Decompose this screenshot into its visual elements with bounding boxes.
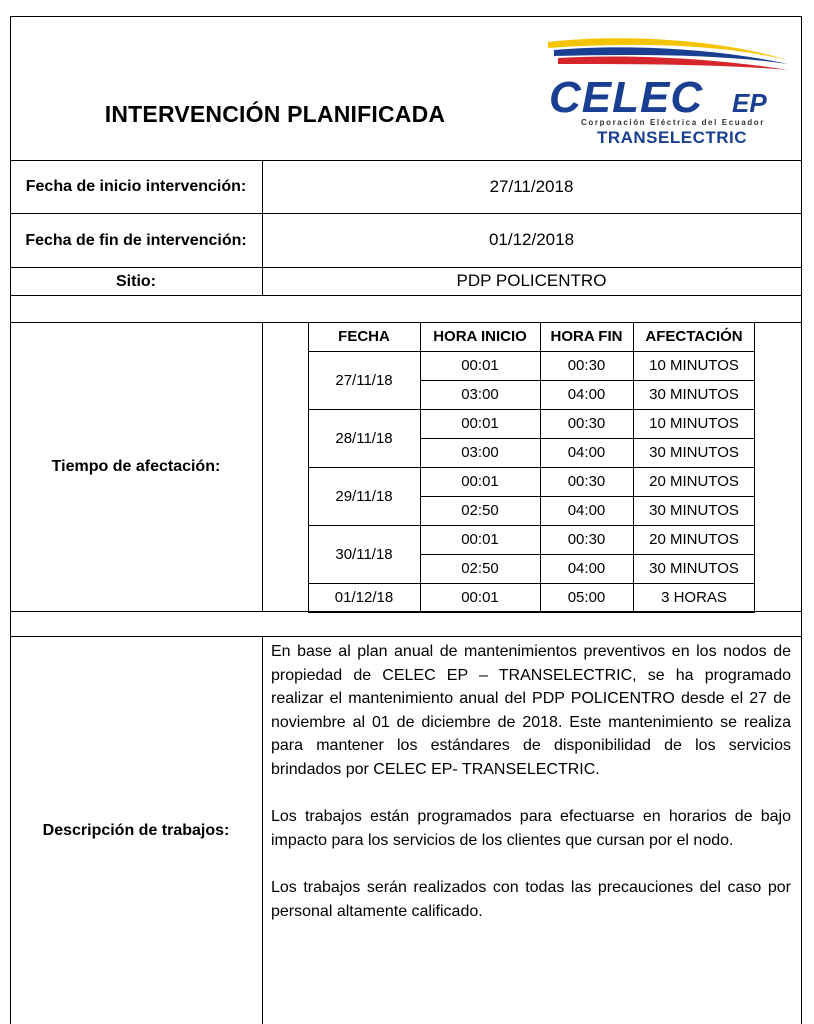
schedule-header-cell: FECHA	[338, 328, 390, 345]
schedule-cell: 04:00	[567, 386, 606, 403]
schedule-cell: 03:00	[461, 386, 499, 403]
schedule-cell: 30 MINUTOS	[649, 386, 739, 403]
schedule-cell: 00:30	[567, 473, 606, 490]
schedule-cell: 00:01	[461, 415, 499, 432]
schedule-cell: 10 MINUTOS	[649, 357, 739, 374]
column-divider	[262, 636, 263, 1024]
schedule-column-line	[308, 322, 309, 612]
schedule-cell: 04:00	[567, 560, 606, 577]
logo-wordmark: CELEC	[549, 73, 704, 122]
logo-division: TRANSELECTRIC	[596, 128, 748, 147]
site-value: PDP POLICENTRO	[456, 271, 607, 290]
description-label: Descripción de trabajos:	[42, 821, 230, 839]
schedule-row-line	[420, 554, 755, 555]
schedule-cell: 00:01	[461, 531, 499, 548]
schedule-cell: 20 MINUTOS	[649, 473, 739, 490]
description-paragraph: En base al plan anual de mantenimientos preventivos en los nodos de propiedad de CELEC EP – TRANSELECTRIC, se ha programado realizar el mantenimiento anual del PDP POLICENTRO desde el 27 de noviembre al 01 de diciembre de 2018. Este mantenimiento se realiza para mantener los estándares de disponibilidad de los servicios brindados por CELEC EP- TRANSELECTRIC.	[271, 643, 791, 778]
schedule-date-cell: 01/12/18	[334, 589, 394, 606]
schedule-column-line	[633, 322, 634, 612]
schedule-header-cell: HORA FIN	[550, 328, 623, 345]
schedule-column-line	[540, 322, 541, 612]
column-divider	[262, 322, 263, 611]
schedule-date-cell: 27/11/18	[335, 371, 393, 389]
schedule-cell: 10 MINUTOS	[649, 415, 739, 432]
schedule-cell: 04:00	[567, 444, 606, 461]
schedule-cell: 30 MINUTOS	[649, 444, 739, 461]
schedule-group-line	[308, 612, 755, 613]
schedule-cell: 00:01	[461, 357, 499, 374]
start-date-label: Fecha de inicio intervención:	[25, 178, 247, 195]
schedule-table	[308, 322, 755, 611]
schedule-cell: 00:01	[461, 589, 499, 606]
start-date-value: 27/11/2018	[489, 176, 574, 196]
logo-subtitle: Corporación Eléctrica del Ecuador	[581, 118, 765, 127]
schedule-cell: 05:00	[567, 589, 606, 606]
schedule-cell: 30 MINUTOS	[649, 560, 739, 577]
description-text	[271, 640, 791, 923]
site-label: Sitio:	[116, 272, 156, 290]
schedule-cell: 04:00	[567, 502, 606, 519]
schedule-cell: 00:30	[567, 415, 606, 432]
schedule-row-line	[420, 496, 755, 497]
schedule-column-line	[754, 322, 755, 612]
end-date-value: 01/12/2018	[488, 230, 575, 249]
schedule-cell: 03:00	[461, 444, 499, 461]
celec-logo	[544, 34, 794, 149]
description-paragraph: Los trabajos serán realizados con todas las precauciones del caso por personal altamente calificado.	[271, 878, 791, 920]
description-paragraph: Los trabajos están programados para efectuarse en horarios de bajo impacto para los servicios de los clientes que cursan por el nodo.	[271, 808, 791, 849]
schedule-cell: 02:50	[461, 502, 499, 519]
schedule-column-line	[420, 322, 421, 612]
schedule-date-cell: 28/11/18	[335, 429, 393, 447]
schedule-cell: 00:01	[461, 473, 499, 490]
schedule-cell: 02:50	[461, 560, 499, 577]
schedule-date-cell: 29/11/18	[335, 487, 393, 505]
frame-top-line	[10, 16, 801, 17]
impact-time-label: Tiempo de afectación:	[51, 458, 221, 475]
schedule-cell: 30 MINUTOS	[649, 502, 739, 519]
schedule-border	[308, 322, 755, 323]
schedule-header-cell: HORA INICIO	[433, 328, 527, 345]
frame-right-line	[801, 16, 802, 1024]
logo-ep: EP	[732, 88, 767, 118]
document-title: INTERVENCIÓN PLANIFICADA	[104, 100, 446, 127]
schedule-cell: 20 MINUTOS	[649, 531, 739, 548]
schedule-row-line	[420, 380, 755, 381]
schedule-row-line	[420, 438, 755, 439]
schedule-date-cell: 30/11/18	[335, 545, 393, 563]
schedule-cell: 00:30	[567, 531, 606, 548]
schedule-header-cell: AFECTACIÓN	[645, 328, 743, 345]
row-divider	[10, 295, 801, 296]
schedule-cell: 00:30	[567, 357, 606, 374]
end-date-label: Fecha de fin de intervención:	[25, 231, 247, 249]
schedule-cell: 3 HORAS	[661, 589, 727, 606]
